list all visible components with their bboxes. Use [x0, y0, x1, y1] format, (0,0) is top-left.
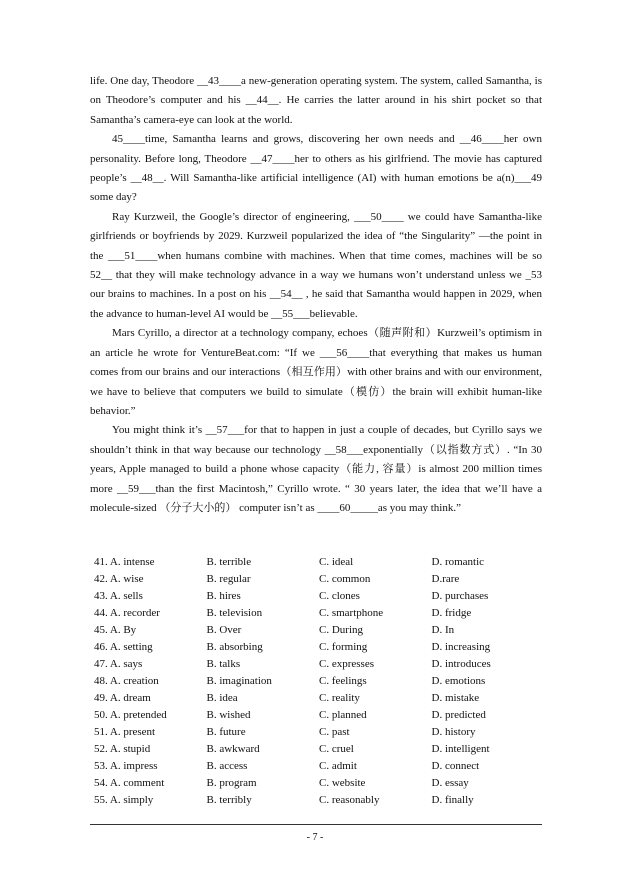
passage-paragraph: 45____time, Samantha learns and grows, discovering her own needs and __46____her own personality. Before long, Theodore __47____her to others as his girlfriend. The movie has captured people’s __48__. Will Samantha-like artificial intelligence (AI) with human emotions be a(n)___49 some day? [90, 133, 542, 204]
option-choice: B. imagination [206, 675, 272, 687]
passage-paragraph: You might think it’s __57___for that to happen in just a couple of decades, but Cyrillo says we shouldn’t think in that way because our technology __58___exponentially（以指数方式）. “In 30 years, Apple managed to build a phone whose capacity（能力, 容量）is almost 200 million times more __59___than the first Macintosh,” Cyrillo wrote. “ 30 years later, the idea that we’ll have a molecule-sized （分子大小的） computer isn’t as ____60_____as you may think.” [90, 424, 542, 514]
option-choice: D. history [431, 726, 476, 738]
option-choice: C. past [319, 726, 350, 738]
option-row [94, 690, 544, 707]
option-choice: C. smartphone [319, 607, 384, 619]
option-choice: B. program [206, 777, 257, 789]
option-row [94, 775, 544, 792]
option-choice: C. common [319, 573, 371, 585]
option-choice: B. terrible [206, 556, 252, 568]
option-row [94, 605, 544, 622]
passage-paragraph: Ray Kurzweil, the Google’s director of engineering, ___50____ we could have Samantha-like girlfriends or boyfriends by 2029. Kurzweil popularized the idea of “the Singularity” —the point in the ___51____when humans combine with machines. When that time comes, machines will be so 52__ that they will make technology advance in a way we humans won’t understand unless we _53 our brains to machines. In a post on his __54__ , he said that Samantha would happen in 2029, when the advance to human-level AI would be __55___believable. [90, 210, 542, 320]
option-choice: C. planned [319, 709, 367, 721]
option-choice: B. access [206, 760, 248, 772]
option-row [94, 656, 544, 673]
option-choice: 49. A. dream [94, 692, 151, 704]
option-choice: 54. A. comment [94, 777, 165, 789]
option-choice: D. essay [431, 777, 469, 789]
option-row [94, 724, 544, 741]
option-choice: D. fridge [431, 607, 472, 619]
option-choice: B. Over [206, 624, 242, 636]
option-choice: B. regular [206, 573, 251, 585]
option-choice: C. forming [319, 641, 368, 653]
option-choice: C. expresses [319, 658, 374, 670]
option-row [94, 673, 544, 690]
option-row [94, 792, 544, 809]
option-choice: C. clones [319, 590, 360, 602]
option-choice: D. mistake [431, 692, 480, 704]
option-choice: D. In [431, 624, 455, 636]
option-choice: B. absorbing [206, 641, 263, 653]
option-choice: B. terribly [206, 794, 252, 806]
option-choice: D. predicted [431, 709, 486, 721]
option-choice: D. purchases [431, 590, 489, 602]
option-row [94, 571, 544, 588]
option-row [94, 707, 544, 724]
footer-divider [90, 824, 542, 825]
option-choice: 47. A. says [94, 658, 143, 670]
passage-paragraph: life. One day, Theodore __43____a new-generation operating system. The system, called Samantha, is on Theodore’s computer and his __44__. He carries the latter around in his shirt pocket so that Samantha’s camera-eye can look at the world. [90, 75, 542, 126]
option-choice: C. website [319, 777, 366, 789]
option-choice: C. reasonably [319, 794, 380, 806]
option-choice: B. idea [206, 692, 238, 704]
option-choice: 55. A. simply [94, 794, 154, 806]
option-choice: 48. A. creation [94, 675, 159, 687]
option-row [94, 758, 544, 775]
option-choice: B. wished [206, 709, 251, 721]
option-choice: 41. A. intense [94, 556, 155, 568]
option-choice: D. increasing [431, 641, 491, 653]
option-choice: C. cruel [319, 743, 354, 755]
option-choice: B. television [206, 607, 263, 619]
option-choice: 43. A. sells [94, 590, 143, 602]
option-choice: D. intelligent [431, 743, 490, 755]
option-choice: D. finally [431, 794, 474, 806]
option-choice: C. ideal [319, 556, 354, 568]
option-choice: 42. A. wise [94, 573, 144, 585]
option-choice: D. introduces [431, 658, 491, 670]
answer-options [94, 554, 544, 809]
option-choice: C. feelings [319, 675, 367, 687]
option-row [94, 622, 544, 639]
option-choice: D. emotions [431, 675, 486, 687]
option-choice: B. awkward [206, 743, 260, 755]
option-choice: D. connect [431, 760, 480, 772]
option-choice: 51. A. present [94, 726, 156, 738]
option-choice: 53. A. impress [94, 760, 158, 772]
option-row [94, 741, 544, 758]
option-choice: B. talks [206, 658, 241, 670]
option-choice: 52. A. stupid [94, 743, 151, 755]
option-row [94, 639, 544, 656]
option-choice: D. romantic [431, 556, 485, 568]
passage-paragraph: Mars Cyrillo, a director at a technology company, echoes（随声附和）Kurzweil’s optimism in an article he wrote for VentureBeat.com: “If we ___56____that everything that makes us human comes from our brains and our interactions（相互作用）with other brains and with our environment, we have to believe that computers we build to simulate（模仿）the brain will exhibit human-like behavior.” [90, 327, 542, 417]
option-choice: 46. A. setting [94, 641, 153, 653]
option-choice: C. reality [319, 692, 360, 704]
option-row [94, 554, 544, 571]
option-choice: 45. A. By [94, 624, 137, 636]
cloze-passage [90, 72, 542, 518]
option-choice: C. admit [319, 760, 357, 772]
option-choice: D.rare [431, 573, 460, 585]
page-number: - 7 - [306, 832, 324, 843]
option-choice: 44. A. recorder [94, 607, 160, 619]
option-choice: 50. A. pretended [94, 709, 167, 721]
option-choice: B. hires [206, 590, 241, 602]
option-choice: C. During [319, 624, 363, 636]
option-row [94, 588, 544, 605]
option-choice: B. future [206, 726, 246, 738]
